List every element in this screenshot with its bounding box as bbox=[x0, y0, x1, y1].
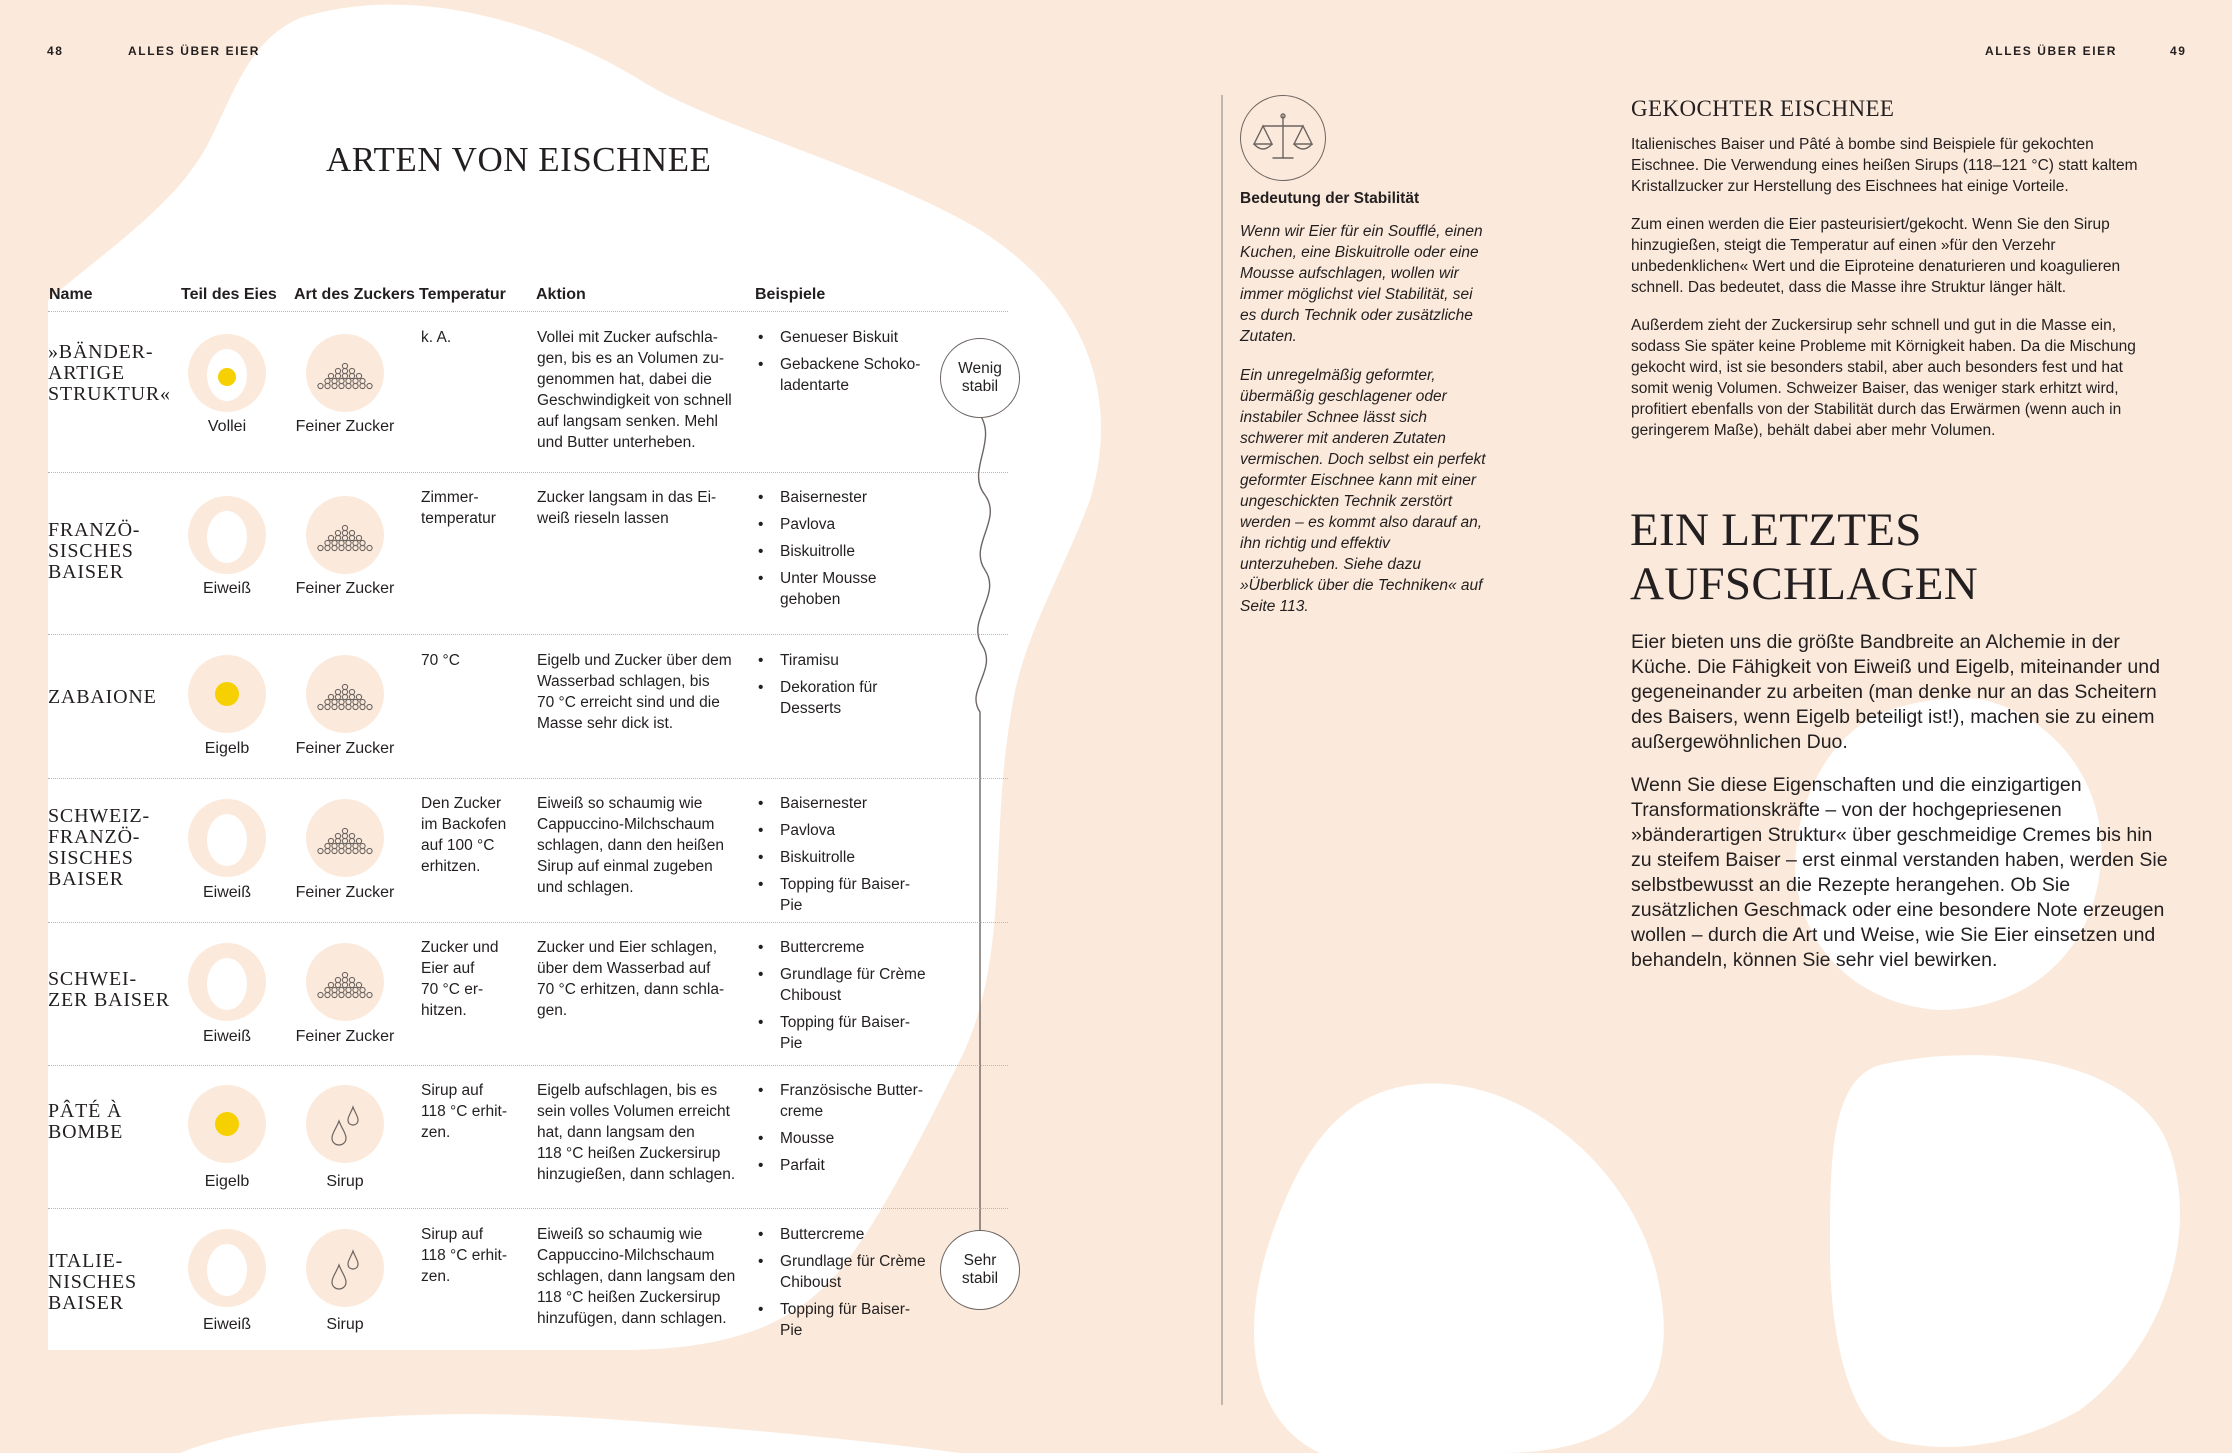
example-item: • Pavlova bbox=[756, 820, 926, 841]
action-cell: Eigelb aufschlagen, bis es sein volles Volumen erreicht hat, dann langsam den 118 °C heißen Zuckersirup hinzugießen, dann schlagen. bbox=[537, 1082, 736, 1183]
example-item: • Grundlage für Crème Chiboust bbox=[756, 964, 926, 1006]
egg-part-label: Eiweiß bbox=[202, 884, 251, 901]
page-title: ARTEN VON EISCHNEE bbox=[326, 140, 712, 179]
sugar-type-label: Feiner Zucker bbox=[295, 884, 395, 901]
egg-part-label: Eigelb bbox=[204, 740, 250, 757]
temperature-cell: Sirup auf 118 °C erhit- zen. bbox=[421, 1082, 508, 1141]
egg-white-icon bbox=[188, 799, 266, 877]
egg-part-label: Eiweiß bbox=[202, 580, 251, 597]
egg-white-icon bbox=[188, 1229, 266, 1307]
action-cell: Zucker und Eier schlagen, über dem Wasserbad auf 70 °C erhitzen, dann schla- gen. bbox=[537, 939, 725, 1019]
temperature-cell: Zucker und Eier auf 70 °C er- hitzen. bbox=[421, 939, 499, 1019]
sugar-type-label: Feiner Zucker bbox=[295, 1028, 395, 1045]
row-separator bbox=[48, 311, 1008, 312]
example-item: • Topping für Baiser-Pie bbox=[756, 1299, 926, 1341]
col-header-examples: Beispiele bbox=[755, 286, 826, 303]
sugar-type-label: Sirup bbox=[326, 1173, 364, 1190]
example-item: • Dekoration für Desserts bbox=[756, 677, 926, 719]
example-item: • Buttercreme bbox=[756, 937, 926, 958]
egg-yolk-icon bbox=[188, 1085, 266, 1163]
examples-list bbox=[756, 1224, 926, 1347]
section-heading-gekochter-eischnee: GEKOCHTER EISCHNEE bbox=[1631, 96, 1895, 121]
example-item: • Parfait bbox=[756, 1155, 926, 1176]
row-separator bbox=[48, 778, 1008, 779]
fine-sugar-icon bbox=[306, 799, 384, 877]
egg-shape-left bbox=[1254, 1084, 1664, 1453]
example-item: • Baisernester bbox=[756, 487, 926, 508]
fine-sugar-icon bbox=[306, 496, 384, 574]
egg-part-label: Eiweiß bbox=[202, 1316, 251, 1333]
whole-egg-icon bbox=[188, 334, 266, 412]
balance-scale-icon bbox=[1240, 95, 1326, 181]
col-header-action: Aktion bbox=[536, 286, 586, 303]
row-separator bbox=[48, 1065, 1008, 1066]
examples-list bbox=[756, 793, 926, 922]
row-separator bbox=[48, 922, 1008, 923]
running-head-right: ALLES ÜBER EIER bbox=[1985, 44, 2118, 58]
action-cell: Zucker langsam in das Ei- weiß rieseln lassen bbox=[537, 489, 717, 527]
action-cell: Eiweiß so schaumig wie Cappuccino-Milchschaum schlagen, dann den heißen Sirup auf einmal zugeben und schlagen. bbox=[537, 795, 725, 896]
sugar-type-label: Feiner Zucker bbox=[295, 580, 395, 597]
example-item: • Buttercreme bbox=[756, 1224, 926, 1245]
egg-part-label: Eigelb bbox=[204, 1173, 250, 1190]
example-item: • Gebackene Schoko- ladentarte bbox=[756, 354, 926, 396]
row-name: FRANZÖ- SISCHES BAISER bbox=[48, 519, 141, 583]
sidebar-paragraph: Ein unregelmäßig geformter, übermäßig geschlagener oder instabiler Schnee lässt sich schwerer mit anderen Zutaten vermischen. Doch selbst ein perfekt geformter Eischnee kann mit einer ungeschickten Technik zerstört werden – es kommt also darauf an, ihn richtig und effektiv unterzuheben. Siehe dazu »Überblick über die Techniken« auf Seite 113. bbox=[1240, 367, 1486, 615]
sugar-type-label: Feiner Zucker bbox=[295, 740, 395, 757]
row-separator bbox=[48, 472, 1008, 473]
fine-sugar-icon bbox=[306, 943, 384, 1021]
running-head-left: ALLES ÜBER EIER bbox=[128, 44, 261, 58]
fine-sugar-icon bbox=[306, 655, 384, 733]
egg-part-label: Vollei bbox=[207, 418, 247, 435]
example-item: • Genueser Biskuit bbox=[756, 327, 926, 348]
col-header-sugar: Art des Zuckers bbox=[294, 286, 415, 303]
col-header-egg-part: Teil des Eies bbox=[181, 286, 277, 303]
row-name: »BÄNDER- ARTIGE STRUKTUR« bbox=[48, 341, 171, 405]
examples-list bbox=[756, 327, 926, 402]
example-item: • Unter Mousse gehoben bbox=[756, 568, 926, 610]
stability-high-label: Sehr stabil bbox=[940, 1230, 1020, 1310]
action-cell: Eiweiß so schaumig wie Cappuccino-Milchschaum schlagen, dann langsam den 118 °C heißen Zuckersirup hinzufügen, dann schlagen. bbox=[537, 1226, 736, 1327]
fine-sugar-icon bbox=[306, 334, 384, 412]
sugar-type-label: Feiner Zucker bbox=[295, 418, 395, 435]
example-item: • Topping für Baiser-Pie bbox=[756, 1012, 926, 1054]
temperature-cell: Zimmer- temperatur bbox=[421, 489, 496, 527]
row-separator bbox=[48, 634, 1008, 635]
col-header-temperature: Temperatur bbox=[419, 286, 506, 303]
intro-paragraph: Eier bieten uns die größte Bandbreite an Alchemie in der Küche. Die Fähigkeit von Eiweiß und Eigelb, miteinander und gegeneinander zu arbeiten (man denke nur an das Scheitern des Baisers, wenn Eigelb beteiligt ist!), machen sie zu einem außergewöhnlichen Duo. bbox=[1631, 631, 2160, 753]
examples-list bbox=[756, 937, 926, 1060]
sugar-type-label: Sirup bbox=[326, 1316, 364, 1333]
col-header-name: Name bbox=[49, 286, 93, 303]
examples-list bbox=[756, 650, 926, 725]
example-item: • Französische Butter- creme bbox=[756, 1080, 926, 1122]
egg-shape-right bbox=[1830, 1055, 2180, 1447]
row-separator bbox=[48, 1208, 1008, 1209]
page-number-right: 49 bbox=[2170, 44, 2187, 58]
temperature-cell: Den Zucker im Backofen auf 100 °C erhitzen. bbox=[421, 795, 507, 875]
example-item: • Biskuitrolle bbox=[756, 847, 926, 868]
temperature-cell: Sirup auf 118 °C erhit- zen. bbox=[421, 1226, 508, 1285]
temperature-cell: k. A. bbox=[421, 329, 452, 346]
section-heading-ein-letztes-aufschlagen: EIN LETZTES AUFSCHLAGEN bbox=[1630, 504, 1978, 610]
row-name: PÂTÉ À BOMBE bbox=[48, 1100, 124, 1143]
page-number-left: 48 bbox=[47, 44, 64, 58]
examples-list bbox=[756, 1080, 926, 1182]
egg-part-label: Eiweiß bbox=[202, 1028, 251, 1045]
row-name: SCHWEIZ- FRANZÖ- SISCHES BAISER bbox=[48, 805, 150, 890]
example-item: • Pavlova bbox=[756, 514, 926, 535]
egg-yolk-icon bbox=[188, 655, 266, 733]
row-name: ITALIE- NISCHES BAISER bbox=[48, 1250, 137, 1314]
example-item: • Tiramisu bbox=[756, 650, 926, 671]
temperature-cell: 70 °C bbox=[421, 652, 460, 669]
example-item: • Mousse bbox=[756, 1128, 926, 1149]
body-paragraph: Außerdem zieht der Zuckersirup sehr schnell und gut in die Masse ein, sodass Sie später keine Probleme mit Körnigkeit haben. Da die Mischung gekocht wird, ist sie besonders stabil, aber auch besonders fest und hat somit wenig Volumen. Schweizer Baiser, das weniger stark erhitzt wird, profitiert ebenfalls von der Stabilität durch das Erwärmen (wenn auch in geringerem Maße), behält dabei aber mehr Volumen. bbox=[1631, 317, 2136, 439]
row-name: ZABAIONE bbox=[48, 686, 157, 708]
intro-paragraph: Wenn Sie diese Eigenschaften und die einzigartigen Transformationskräfte – von der hochgepriesenen »bänderartigen Struktur« über geschmeidige Cremes bis hin zu steifem Baiser – erst einmal verstanden haben, werden Sie selbstbewusst an die Rezepte herangehen. Ob Sie zusätzlichen Geschmack oder eine besondere Note erzeugen wollen – durch die Art und Weise, wie Sie Eier einsetzen und behandeln, können Sie sehr viel bewirken. bbox=[1631, 774, 2168, 971]
examples-list bbox=[756, 487, 926, 616]
example-item: • Topping für Baiser-Pie bbox=[756, 874, 926, 916]
stability-low-label: Wenig stabil bbox=[940, 338, 1020, 418]
egg-white-icon bbox=[188, 943, 266, 1021]
row-name: SCHWEI- ZER BAISER bbox=[48, 968, 170, 1011]
egg-white-icon bbox=[188, 496, 266, 574]
syrup-drops-icon bbox=[306, 1229, 384, 1307]
sidebar-paragraph: Wenn wir Eier für ein Soufflé, einen Kuchen, eine Biskuitrolle oder eine Mousse aufschlagen, wollen wir immer möglichst viel Stabilität, sei es durch Technik oder zusätzliche Zutaten. bbox=[1240, 223, 1483, 345]
body-paragraph: Zum einen werden die Eier pasteurisiert/gekocht. Wenn Sie den Sirup hinzugießen, steigt die Temperatur auf einen »für den Verzehr unbedenklichen« Wert und die Eiproteine denaturieren und koagulieren schnell. Das bedeutet, dass die Masse ihre Struktur länger hält. bbox=[1631, 216, 2121, 296]
example-item: • Grundlage für Crème Chiboust bbox=[756, 1251, 926, 1293]
action-cell: Vollei mit Zucker aufschla- gen, bis es an Volumen zu- genommen hat, dabei die Geschwindigkeit von schnell auf langsam senken. Mehl und Butter unterheben. bbox=[537, 329, 732, 451]
example-item: • Baisernester bbox=[756, 793, 926, 814]
example-item: • Biskuitrolle bbox=[756, 541, 926, 562]
bottom-left-white-band bbox=[180, 1414, 960, 1453]
syrup-drops-icon bbox=[306, 1085, 384, 1163]
action-cell: Eigelb und Zucker über dem Wasserbad schlagen, bis 70 °C erreicht sind und die Masse sehr dick ist. bbox=[537, 652, 732, 732]
sidebar-heading: Bedeutung der Stabilität bbox=[1240, 190, 1420, 207]
body-paragraph: Italienisches Baiser und Pâté à bombe sind Beispiele für gekochten Eischnee. Die Verwendung eines heißen Sirups (118–121 °C) statt kaltem Kristallzucker zur Herstellung des Eischnees hat einige Vorteile. bbox=[1631, 136, 2138, 195]
